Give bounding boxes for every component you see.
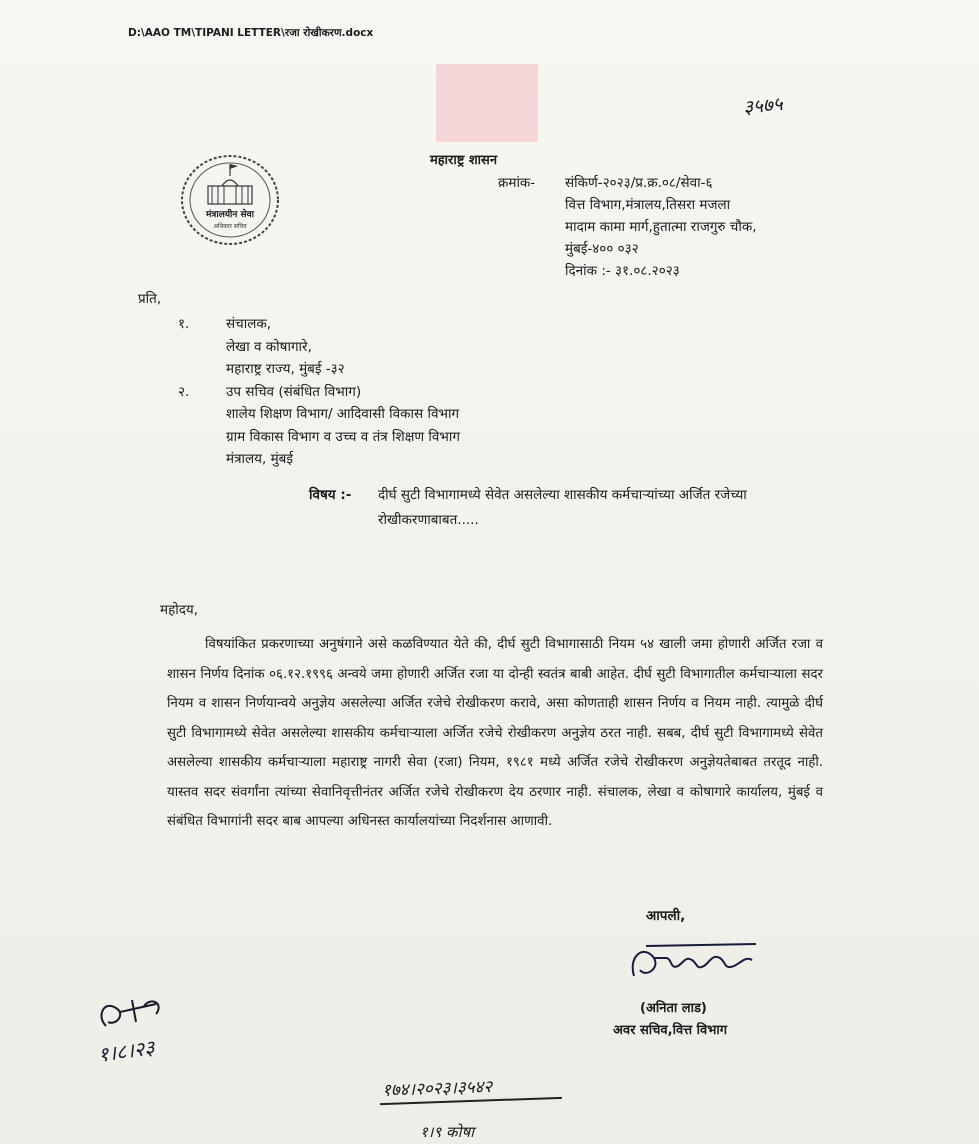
document-page: D:\AAO TM\TIPANI LETTER\रजा रोखीकरण.docx ३५७५ मंत्रालयीन सेवा अधिकार सचिव महाराष्ट्र शासन क्रमांक- संकिर्ण-२०२३/प्र.क्र.०८/सेवा-६ वित्त विभाग,मंत्रालय,तिसरा मजला मादाम कामा मार्ग,हुतात्मा राजगुरु चौक, मुंबई-४०० ०३२ दिनांक :- ३१.०८.२०२३ प्रति, १. संचालक, लेखा व कोषागारे, महाराष्ट्र राज्य, मुंबई -३२ २. उप सचिव (संबंधित विभाग) शालेय शिक्षण विभाग/ आदिवासी विकास विभाग ग्राम विकास विभाग व उच्च व तंत्र शिक्षण विभाग मंत्रालय, मुंबई विषय :- दीर्घ सुटी विभागामध्ये सेवेत असलेल्या शासकीय कर्मचाऱ्यांच्या अर्जित रजेच्या रोखीकरणाबाबत..... महोदय, विषयांकित प्रकरणाच्या अनुषंगाने असे कळविण्यात येते की, दीर्घ सुटी विभागासाठी नियम ५४ खाली जमा होणारी अर्जित रजा व शासन निर्णय दिनांक ०६.१२.१९९६ अन्वये जमा होणारी अर्जित रजा या दोन्ही स्वतंत्र बाबी आहेत. दीर्घ सुटी विभागातील कर्मचाऱ्याला सदर नियम व शासन निर्णयान्वये अनुज्ञेय असलेल्या अर्जित रजेचे रोखीकरण करावे, असा कोणताही शासन निर्णय व नियम नाही. त्यामुळे दीर्घ सुटी विभागामध्ये सेवेत असलेल्या शासकीय कर्मचाऱ्याला अर्जित रजेचे रोखीकरण अनुज्ञेय ठरत नाही. सबब, दीर्घ सुटी विभागामध्ये सेवेत असलेल्या शासकीय कर्मचाऱ्याला महाराष्ट्र नागरी सेवा (रजा) नियम, १९८१ मध्ये अर्जित रजेचे रोखीकरण अनुज्ञेयतेबाबत तरतूद नाही. यास्तव सदर संवर्गांना त्यांच्या सेवानिवृत्तीनंतर अर्जित रजेचे रोखीकरण देय ठरणार नाही. संचालक, लेखा व कोषागारे कार्यालय, मुंबई व संबंधित विभागांनी सदर बाब आपल्या अधिनस्त कार्यालयांच्या निदर्शनास आणावी. आपली, (अनिता लाड) अवर सचिव,वित्त विभाग १।८।२३ १७४।२०२३।३५४२ १।९ कोषा: [0, 0, 979, 1144]
address-line-2: मादाम कामा मार्ग,हुतात्मा राजगुरु चौक,: [565, 219, 757, 235]
subject-text: दीर्घ सुटी विभागामध्ये सेवेत असलेल्या शासकीय कर्मचाऱ्यांच्या अर्जित रजेच्या रोखीकरणाबाबत.....: [378, 487, 747, 528]
body-paragraph: विषयांकित प्रकरणाच्या अनुषंगाने असे कळविण्यात येते की, दीर्घ सुटी विभागासाठी नियम ५४ खाली जमा होणारी अर्जित रजा व शासन निर्णय दिनांक ०६.१२.१९९६ अन्वये जमा होणारी अर्जित रजा या दोन्ही स्वतंत्र बाबी आहेत. दीर्घ सुटी विभागातील कर्मचाऱ्याला सदर नियम व शासन निर्णयान्वये अनुज्ञेय असलेल्या अर्जित रजेचे रोखीकरण करावे, असा कोणताही शासन निर्णय व नियम नाही. त्यामुळे दीर्घ सुटी विभागामध्ये सेवेत असलेल्या शासकीय कर्मचाऱ्याला अर्जित रजेचे रोखीकरण अनुज्ञेय ठरत नाही. सबब, दीर्घ सुटी विभागामध्ये सेवेत असलेल्या शासकीय कर्मचाऱ्याला महाराष्ट्र नागरी सेवा (रजा) नियम, १९८१ मध्ये अर्जित रजेचे रोखीकरण अनुज्ञेयतेबाबत तरतूद नाही. यास्तव सदर संवर्गांना त्यांच्या सेवानिवृत्तीनंतर अर्जित रजेचे रोखीकरण देय ठरणार नाही. संचालक, लेखा व कोषागारे कार्यालय, मुंबई व संबंधित विभागांनी सदर बाब आपल्या अधिनस्त कार्यालयांच्या निदर्शनास आणावी.: [167, 637, 823, 829]
pink-stamp-patch: [436, 64, 538, 142]
to-label: प्रति,: [138, 291, 162, 307]
address-line-3: मुंबई-४०० ०३२: [565, 241, 639, 257]
letter-date: दिनांक :- ३१.०८.२०२३: [565, 263, 680, 279]
handwritten-initials-icon: [86, 986, 206, 1068]
reference-label: क्रमांक-: [498, 175, 536, 191]
closing-yours: आपली,: [646, 908, 686, 924]
reference-number: संकिर्ण-२०२३/प्र.क्र.०८/सेवा-६: [565, 175, 713, 191]
inward-note: १।९ कोषा: [420, 1123, 475, 1141]
reference-details: [565, 172, 865, 282]
signatory-designation: अवर सचिव,वित्त विभाग: [613, 1023, 728, 1038]
handwritten-number: ३५७५: [742, 92, 784, 120]
seal-text-main: मंत्रालयीन सेवा: [206, 210, 254, 220]
signatory-name: (अनिता लाड): [640, 1001, 707, 1016]
subject-label: विषय :-: [309, 487, 352, 503]
address-line-1: वित्त विभाग,मंत्रालय,तिसरा मजला: [565, 197, 731, 213]
margin-date: १।८।२३: [96, 1035, 157, 1067]
salutation: महोदय,: [160, 602, 199, 618]
government-title: महाराष्ट्र शासन: [430, 153, 498, 168]
signature-icon: [626, 936, 762, 986]
mantralaya-seal-icon: [178, 152, 282, 248]
inward-number: १७४।२०२३।३५४२: [381, 1077, 493, 1101]
letter-body: [167, 630, 823, 837]
seal-text-sub: अधिकार सचिव: [213, 223, 247, 230]
file-path: D:\AAO TM\TIPANI LETTER\रजा रोखीकरण.docx: [128, 27, 374, 39]
